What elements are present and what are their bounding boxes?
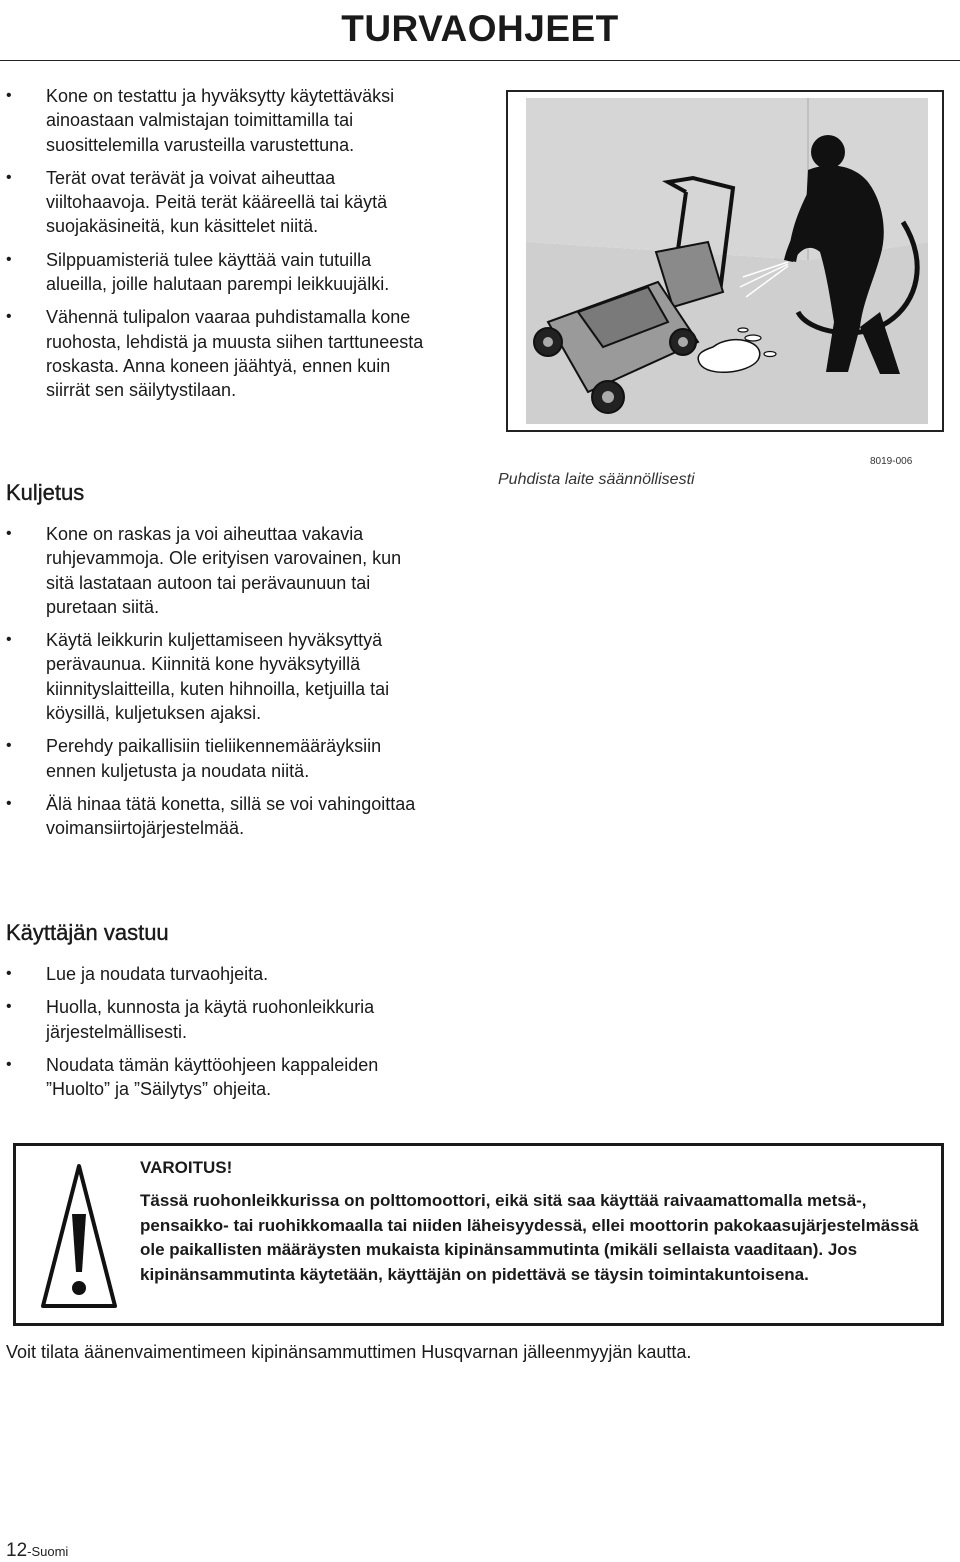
- user-responsibility-heading: Käyttäjän vastuu: [6, 920, 169, 945]
- list-item: • Lue ja noudata turvaohjeita.: [0, 962, 430, 986]
- list-item: • Älä hinaa tätä konetta, sillä se voi vahingoittaa voimansiirtojärjestelmää.: [0, 792, 430, 841]
- list-item: • Vähennä tulipalon vaaraa puhdistamalla kone ruohosta, lehdistä ja muusta siihen tarttuneesta roskasta. Anna koneen jäähtyä, ennen kuin siirrät sen säilytystilaan.: [0, 305, 430, 402]
- list-item: • Noudata tämän käyttöohjeen kappaleiden ”Huolto” ja ”Säilytys” ohjeita.: [0, 1053, 430, 1102]
- page-title: TURVAOHJEET: [341, 8, 619, 49]
- warning-triangle-icon: [40, 1162, 118, 1310]
- page-footer: [6, 1540, 68, 1562]
- transport-bullet-list: [0, 522, 430, 850]
- warning-box: [13, 1143, 944, 1326]
- list-item: • Silppuamisteriä tulee käyttää vain tutuilla alueilla, joille halutaan parempi leikkuujälki.: [0, 248, 430, 297]
- cleaning-illustration: [506, 90, 944, 432]
- mower-washing-illustration: [508, 92, 942, 430]
- page-language: -Suomi: [27, 1544, 69, 1559]
- list-item: • Huolla, kunnosta ja käytä ruohonleikkuria järjestelmällisesti.: [0, 995, 430, 1044]
- header-rule: [0, 60, 960, 61]
- spark-arrestor-note: Voit tilata äänenvaimentimeen kipinänsammuttimen Husqvarnan jälleenmyyjän kautta.: [6, 1342, 692, 1362]
- list-item: • Perehdy paikallisiin tieliikennemääräyksiin ennen kuljetusta ja noudata niitä.: [0, 734, 430, 783]
- list-item: • Käytä leikkurin kuljettamiseen hyväksyttyä perävaunua. Kiinnitä kone hyväksytyillä kiinnityslaitteilla, kuten hihnoilla, ketjuilla tai köysillä, kuljetuksen ajaksi.: [0, 628, 430, 725]
- figure-caption: Puhdista laite säännöllisesti: [498, 471, 695, 488]
- list-item: • Kone on raskas ja voi aiheuttaa vakavia ruhjevammoja. Ole erityisen varovainen, kun sitä lastataan autoon tai perävaunuun tai puretaan siitä.: [0, 522, 430, 619]
- warning-title: VAROITUS!: [140, 1158, 233, 1177]
- safety-bullet-list: [0, 84, 430, 412]
- figure-code: 8019-006: [870, 456, 913, 467]
- transport-heading: Kuljetus: [6, 480, 85, 505]
- list-item: • Kone on testattu ja hyväksytty käytettäväksi ainoastaan valmistajan toimittamilla tai suosittelemilla varusteilla varustettuna.: [0, 84, 430, 157]
- responsibility-bullet-list: [0, 962, 430, 1110]
- page-number: 12: [6, 1540, 28, 1561]
- list-item: • Terät ovat terävät ja voivat aiheuttaa viiltohaavoja. Peitä terät kääreellä tai käytä suojakäsineitä, kun käsittelet niitä.: [0, 166, 430, 239]
- warning-text: Tässä ruohonleikkurissa on polttomoottori, eikä sitä saa käyttää raivaamattomalla metsä-, pensaikko- tai ruohikkomaalla tai niiden läheisyydessä, ellei moottorin pakokaasujärjestelmässä ole paikallisten määräysten mukaista kipinänsammutinta (mikäli sellaista vaaditaan). Jos kipinänsammutinta käytetään, käyttäjän on pidettävä se täysin toimintakuntoisena.: [140, 1191, 919, 1284]
